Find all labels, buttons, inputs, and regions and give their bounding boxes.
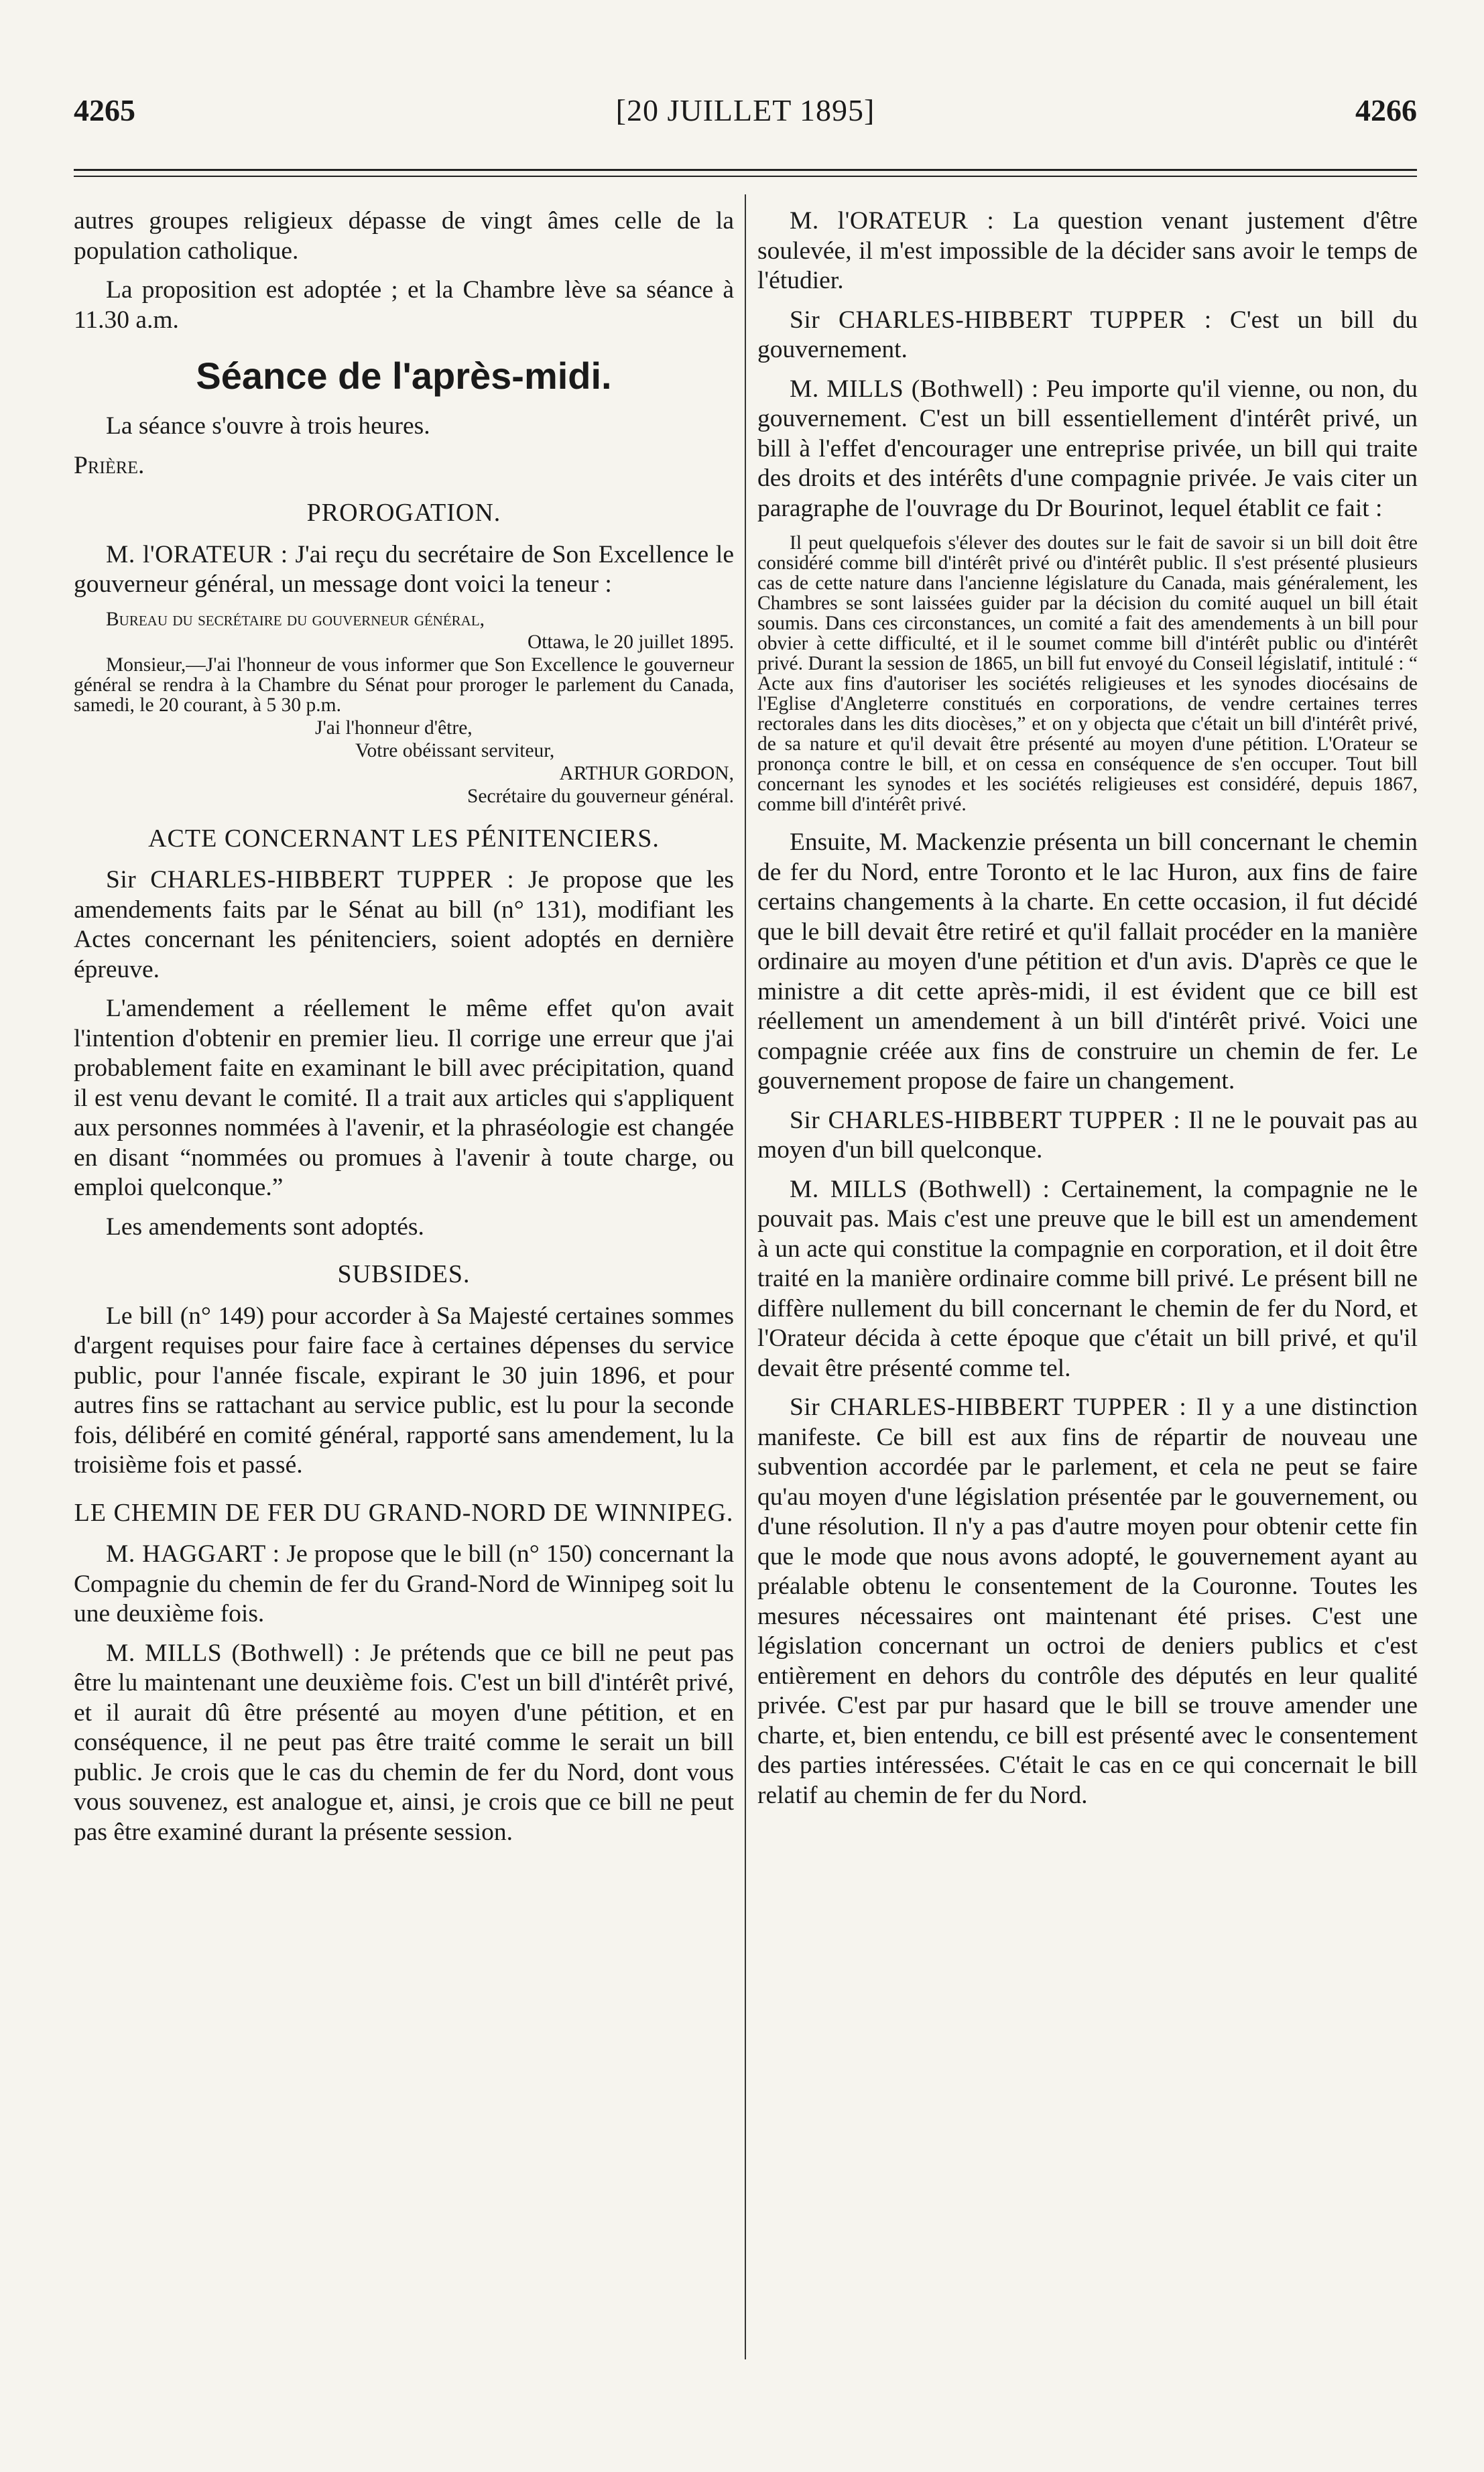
speech-text: Peu importe qu'il vienne, ou non, du gouvernement. C'est un bill essentiellement d'intérêt privé, un bill à l'effet d'encourager une entreprise privée, un bill qui traite des droits et des intérêts d'une compagnie privée. Je vais citer un paragraphe de l'ouvrage du Dr Bourinot, lequel établit ce fait : (757, 375, 1418, 522)
paragraph-continuation: autres groupes religieux dépasse de vingt âmes celle de la population catholique. (74, 207, 734, 265)
speech-tupper-1 (74, 865, 734, 985)
speaker-name: Sir CHARLES-HIBBERT TUPPER : (790, 1106, 1181, 1134)
session-title: Séance de l'après-midi. (196, 355, 612, 397)
paragraph-subsides: Le bill (n° 149) pour accorder à Sa Majesté certaines sommes d'argent requises pour faire face à certaines dépenses du service public, pour l'année fiscale, expirant le 30 juin 1896, et pour autres fins se rattachant au service public, est lu pour la seconde fois, délibéré en comité général, rapporté sans amendement, lu la troisième fois et passé. (74, 1302, 734, 1479)
header-date: [20 JUILLET 1895] (615, 93, 875, 127)
message-letter (74, 609, 734, 806)
letter-signature: ARTHUR GORDON, (559, 762, 734, 784)
speaker-name: Sir CHARLES-HIBBERT TUPPER : (790, 1394, 1187, 1421)
heading-chemin-de-fer: LE CHEMIN DE FER DU GRAND-NORD DE WINNIPEG. (74, 1498, 734, 1527)
speaker-name: Sir CHARLES-HIBBERT TUPPER : (790, 306, 1212, 334)
speaker-name: M. l'ORATEUR : (790, 207, 995, 235)
speaker-name: M. l'ORATEUR : (106, 540, 288, 568)
speech-text: Je prétends que ce bill ne peut pas être lu maintenant une deuxième fois. C'est un bill d'intérêt privé, et il aurait dû être présenté au moyen d'une pétition, et en conséquence, il ne peut pas être traité comme le serait un bill public. Je crois que le cas du chemin de fer du Nord, dont vous vous souvenez, est analogue et, ainsi, je crois que ce bill ne peut pas être examiné durant la présente session. (74, 1639, 735, 1846)
letter-closing-1: J'ai l'honneur d'être, (315, 717, 473, 739)
speaker-name: M. MILLS (Bothwell) : (106, 1639, 361, 1667)
priere-label: Prière. (74, 451, 145, 479)
page-number-right: 4266 (1355, 93, 1417, 127)
speech-text: C'est un bill du gouvernement. (757, 306, 1418, 363)
speaker-name: M. MILLS (Bothwell) : (790, 1175, 1050, 1203)
letter-signature-title: Secrétaire du gouverneur général. (467, 785, 734, 807)
speech-orateur (74, 540, 734, 600)
speech-tupper-4 (757, 1393, 1418, 1810)
paragraph-mackenzie: Ensuite, M. Mackenzie présenta un bill concernant le chemin de fer du Nord, entre Toronto et le lac Huron, aux fins de faire certains changements à la charte. En cette occasion, il fut décidé que le bill devait être retiré et qu'il fallait procéder en la manière ordinaire au moyen d'une pétition et d'un avis. D'après ce que le ministre a dit cette après-midi, il est évident que ce bill est réellement un amendement à un bill d'intérêt privé. Voici une compagnie créée aux fins de construire un chemin de fer. Le gouvernement propose de faire un changement. (757, 828, 1418, 1095)
speech-text: Certainement, la compagnie ne le pouvait pas. Mais c'est une preuve que le bill est un amendement à un acte qui constitue la compagnie en corporation, et il doit être traité en la manière ordinaire comme bill privé. Le présent bill ne diffère nullement du bill concernant le chemin de fer du Nord, et l'Orateur décida à cette époque que c'était un bill privé, et qu'il devait être présenté comme tel. (757, 1175, 1418, 1382)
speech-text: J'ai reçu du secrétaire de Son Excellence le gouverneur général, un message dont voici la teneur : (74, 540, 734, 598)
letter-body: Monsieur,—J'ai l'honneur de vous informer que Son Excellence le gouverneur général se rendra à la Chambre du Sénat pour proroger le parlement du Canada, samedi, le 20 courant, à 5 30 p.m. (74, 654, 734, 716)
paragraph-opening: La séance s'ouvre à trois heures. (106, 412, 430, 440)
right-column (757, 206, 1418, 1820)
column-divider (745, 194, 746, 2359)
speech-text: La question venant justement d'être soulevée, il m'est impossible de la décider sans avoir le temps de l'étudier. (757, 207, 1418, 294)
speech-text: Je propose que le bill (n° 150) concernant la Compagnie du chemin de fer du Grand-Nord de Winnipeg soit lu une deuxième fois. (74, 1540, 734, 1627)
speech-text: Il ne le pouvait pas au moyen d'un bill quelconque. (757, 1106, 1418, 1164)
speech-tupper-2 (757, 306, 1418, 365)
heading-penitenciers: ACTE CONCERNANT LES PÉNITENCIERS. (148, 824, 660, 853)
speaker-name: Sir CHARLES-HIBBERT TUPPER : (106, 866, 515, 893)
letter-closing-2: Votre obéissant serviteur, (355, 739, 555, 761)
header-rule-thick (74, 169, 1417, 171)
heading-subsides: SUBSIDES. (337, 1260, 471, 1288)
speech-mills-1 (74, 1639, 734, 1848)
quote-text: Il peut quelquefois s'élever des doutes sur le fait de savoir si un bill doit être considéré comme bill d'intérêt privé ou d'intérêt public. Il s'est présenté plusieurs cas de cette nature dans l'ancienne législature du Canada, mais généralement, les Chambres se sont laissées guider par la décision du comité auquel un bill était soumis. Dans ces circonstances, un comité a fait des amendements à un bill pour obvier à cette difficulté, et il le soumet comme bill d'intérêt public ou d'intérêt privé. Durant la session de 1865, un bill fut envoyé du Conseil législatif, intitulé : “ Acte aux fins d'autoriser les sociétés religieuses et les synodes diocésains de l'Eglise d'Angleterre constitués en corporations, de vendre certaines terres rectorales dans les dits diocèses,” et on y objecta que c'était un bill d'intérêt privé, de sa nature et qu'il devait être présenté au moyen d'une pétition. L'Orateur se prononça contre le bill, et on cessa en conséquence de s'en occuper. Tout bill concernant les synodes et les sociétés religieuses est considéré, depuis 1867, comme bill d'intérêt privé. (757, 532, 1418, 815)
speech-mills-2 (757, 375, 1418, 524)
speaker-name: M. HAGGART : (106, 1540, 280, 1568)
bourinot-quote (757, 533, 1418, 814)
header-rule-thin (74, 176, 1417, 177)
left-column (74, 206, 734, 1857)
paragraph-adjournment: La proposition est adoptée ; et la Chambre lève sa séance à 11.30 a.m. (74, 276, 734, 334)
speech-haggart (74, 1540, 734, 1629)
speech-text: Je propose que les amendements faits par le Sénat au bill (n° 131), modifiant les Actes concernant les pénitenciers, soient adoptés en dernière épreuve. (74, 866, 734, 983)
speech-text: Il y a une distinction manifeste. Ce bill est aux fins de répartir de nouveau une subvention accordée par le parlement, et cela ne peut se faire qu'au moyen d'une législation présentée par le gouvernement, ou d'une résolution. Il n'y a pas d'autre moyen pour obtenir cette fin que le mode que nous avons adopté, le gouvernement ayant au préalable obtenu le consentement de la Couronne. Toutes les mesures nécessaires ont maintenant été prises. C'est une législation concernant un octroi de deniers publics et c'est entièrement en dehors du contrôle des députés en leur qualité privée. C'est par pur hasard que le bill se trouve amender une charte, et, bien entendu, ce bill est présenté avec le consentement des parties intéressées. C'était le cas en ce qui concernait le bill relatif au chemin de fer du Nord. (757, 1394, 1418, 1809)
letter-bureau: Bureau du secrétaire du gouverneur général, (106, 608, 485, 630)
letter-place-date: Ottawa, le 20 juillet 1895. (527, 631, 734, 653)
paragraph-amendement: L'amendement a réellement le même effet qu'on avait l'intention d'obtenir en premier lieu. Il corrige une erreur que j'ai probablement faite en examinant le bill avec précipitation, quand il est venu devant le comité. Il a trait aux articles qui s'appliquent aux personnes nommées à l'avenir, et la phraséologie est changée en disant “nommées ou promues à l'avenir à toute charge, ou emploi quelconque.” (74, 995, 734, 1201)
speech-mills-3 (757, 1175, 1418, 1384)
heading-prorogation: PROROGATION. (306, 499, 501, 527)
paragraph-adoptes: Les amendements sont adoptés. (106, 1213, 424, 1241)
speech-tupper-3 (757, 1106, 1418, 1166)
page-header (74, 92, 1417, 139)
speech-orateur-2 (757, 206, 1418, 296)
page-number-left: 4265 (74, 93, 135, 127)
speaker-name: M. MILLS (Bothwell) : (790, 375, 1039, 403)
